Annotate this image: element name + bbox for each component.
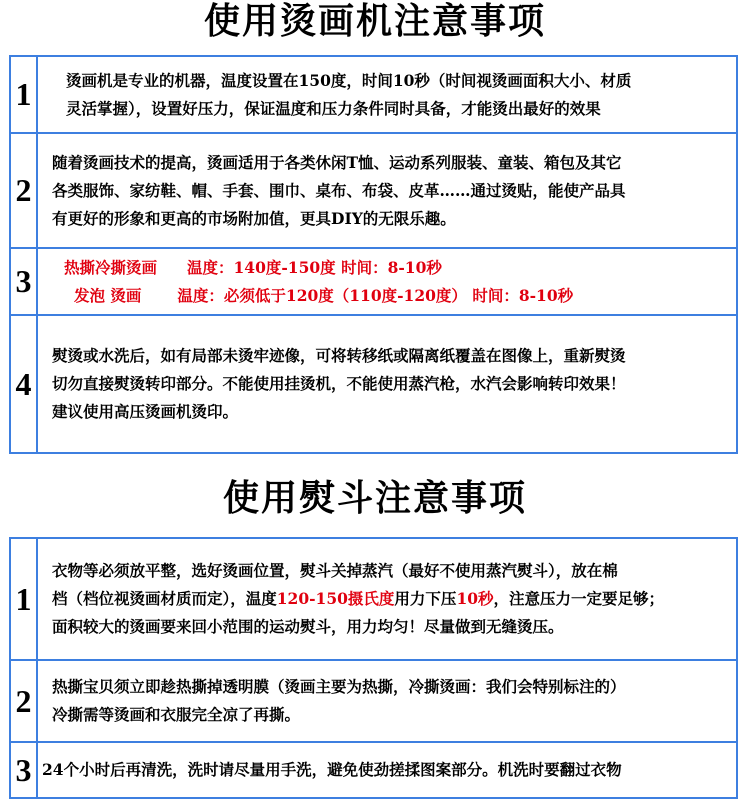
note-text bbox=[37, 538, 737, 660]
spec-temp: 温度：必须低于120度（110度-120度） bbox=[177, 285, 467, 305]
row-number: 2 bbox=[10, 133, 37, 248]
table-row bbox=[10, 248, 737, 315]
spec-time: 时间：8-10秒 bbox=[472, 285, 574, 305]
note-segment: ，注意压力一定要足够； bbox=[493, 589, 665, 608]
note-segment: 档（档位视烫画材质而定），温度 bbox=[52, 589, 277, 608]
spec-temp: 温度：140度-150度 bbox=[187, 257, 336, 277]
spec-time: 时间：8-10秒 bbox=[341, 257, 442, 277]
spec-label: 发泡 烫画 bbox=[74, 285, 142, 305]
note-line: 24个小时后再清洗，洗时请尽量用手洗，避免使劲搓揉图案部分。机洗时要翻过衣物 bbox=[42, 760, 622, 779]
row-number: 3 bbox=[10, 742, 37, 798]
iron-notes-table bbox=[9, 537, 738, 799]
table-row bbox=[10, 538, 737, 660]
row-number: 4 bbox=[10, 315, 37, 453]
note-text bbox=[37, 742, 737, 798]
note-line: 切勿直接熨烫转印部分。不能使用挂烫机，不能使用蒸汽枪，水汽会影响转印效果！ bbox=[52, 374, 626, 393]
note-line: 灵活掌握），设置好压力，保证温度和压力条件同时具备，才能烫出最好的效果 bbox=[66, 98, 601, 118]
note-line: 建议使用高压烫画机烫印。 bbox=[52, 402, 239, 421]
note-segment: 用力下压 bbox=[394, 589, 457, 608]
note-line: 烫画机是专业的机器，温度设置在150度，时间10秒（时间视烫画面积大小、材质 bbox=[66, 70, 632, 90]
temperature-spec bbox=[37, 248, 737, 315]
note-text bbox=[37, 315, 737, 453]
row-number: 3 bbox=[10, 248, 37, 315]
spec-row-foam bbox=[52, 282, 730, 310]
note-line: 熨烫或水洗后，如有局部未烫牢迹像，可将转移纸或隔离纸覆盖在图像上，重新熨烫 bbox=[52, 346, 626, 365]
note-text bbox=[37, 56, 737, 133]
note-line: 衣物等必须放平整，选好烫画位置，熨斗关掉蒸汽（最好不使用蒸汽熨斗），放在棉 bbox=[52, 561, 618, 580]
row-number: 1 bbox=[10, 56, 37, 133]
note-line: 面积较大的烫画要来回小范围的运动熨斗，用力均匀！尽量做到无缝烫压。 bbox=[52, 617, 564, 636]
row-number: 2 bbox=[10, 660, 37, 742]
page-title-iron: 使用熨斗注意事项 bbox=[222, 477, 527, 519]
table-row bbox=[10, 133, 737, 248]
table-row bbox=[10, 56, 737, 133]
note-line: 随着烫画技术的提高，烫画适用于各类休闲T恤、运动系列服装、童装、箱包及其它 bbox=[52, 152, 622, 172]
note-text bbox=[37, 660, 737, 742]
note-line: 各类服饰、家纺鞋、帽、手套、围巾、桌布、布袋、皮革……通过烫贴，能使产品具 bbox=[52, 180, 626, 200]
row-number: 1 bbox=[10, 538, 37, 660]
table-row bbox=[10, 742, 737, 798]
note-text bbox=[37, 133, 737, 248]
spec-label: 热撕冷撕烫画 bbox=[64, 257, 158, 277]
temperature-highlight: 120-150摄氏度 bbox=[276, 589, 395, 608]
note-line bbox=[52, 585, 730, 613]
note-line: 冷撕需等烫画和衣服完全凉了再撕。 bbox=[52, 705, 301, 724]
table-row bbox=[10, 315, 737, 453]
note-line: 有更好的形象和更高的市场附加值，更具DIY的无限乐趣。 bbox=[52, 208, 456, 228]
note-line: 热撕宝贝须立即趁热撕掉透明膜（烫画主要为热撕，冷撕烫画：我们会特别标注的） bbox=[52, 677, 626, 696]
table-row bbox=[10, 660, 737, 742]
page-title-heat-press: 使用烫画机注意事项 bbox=[203, 0, 546, 42]
spec-row-heat-cold-peel bbox=[52, 254, 730, 282]
heat-press-notes-table bbox=[9, 55, 738, 454]
time-highlight: 10秒 bbox=[456, 589, 494, 608]
